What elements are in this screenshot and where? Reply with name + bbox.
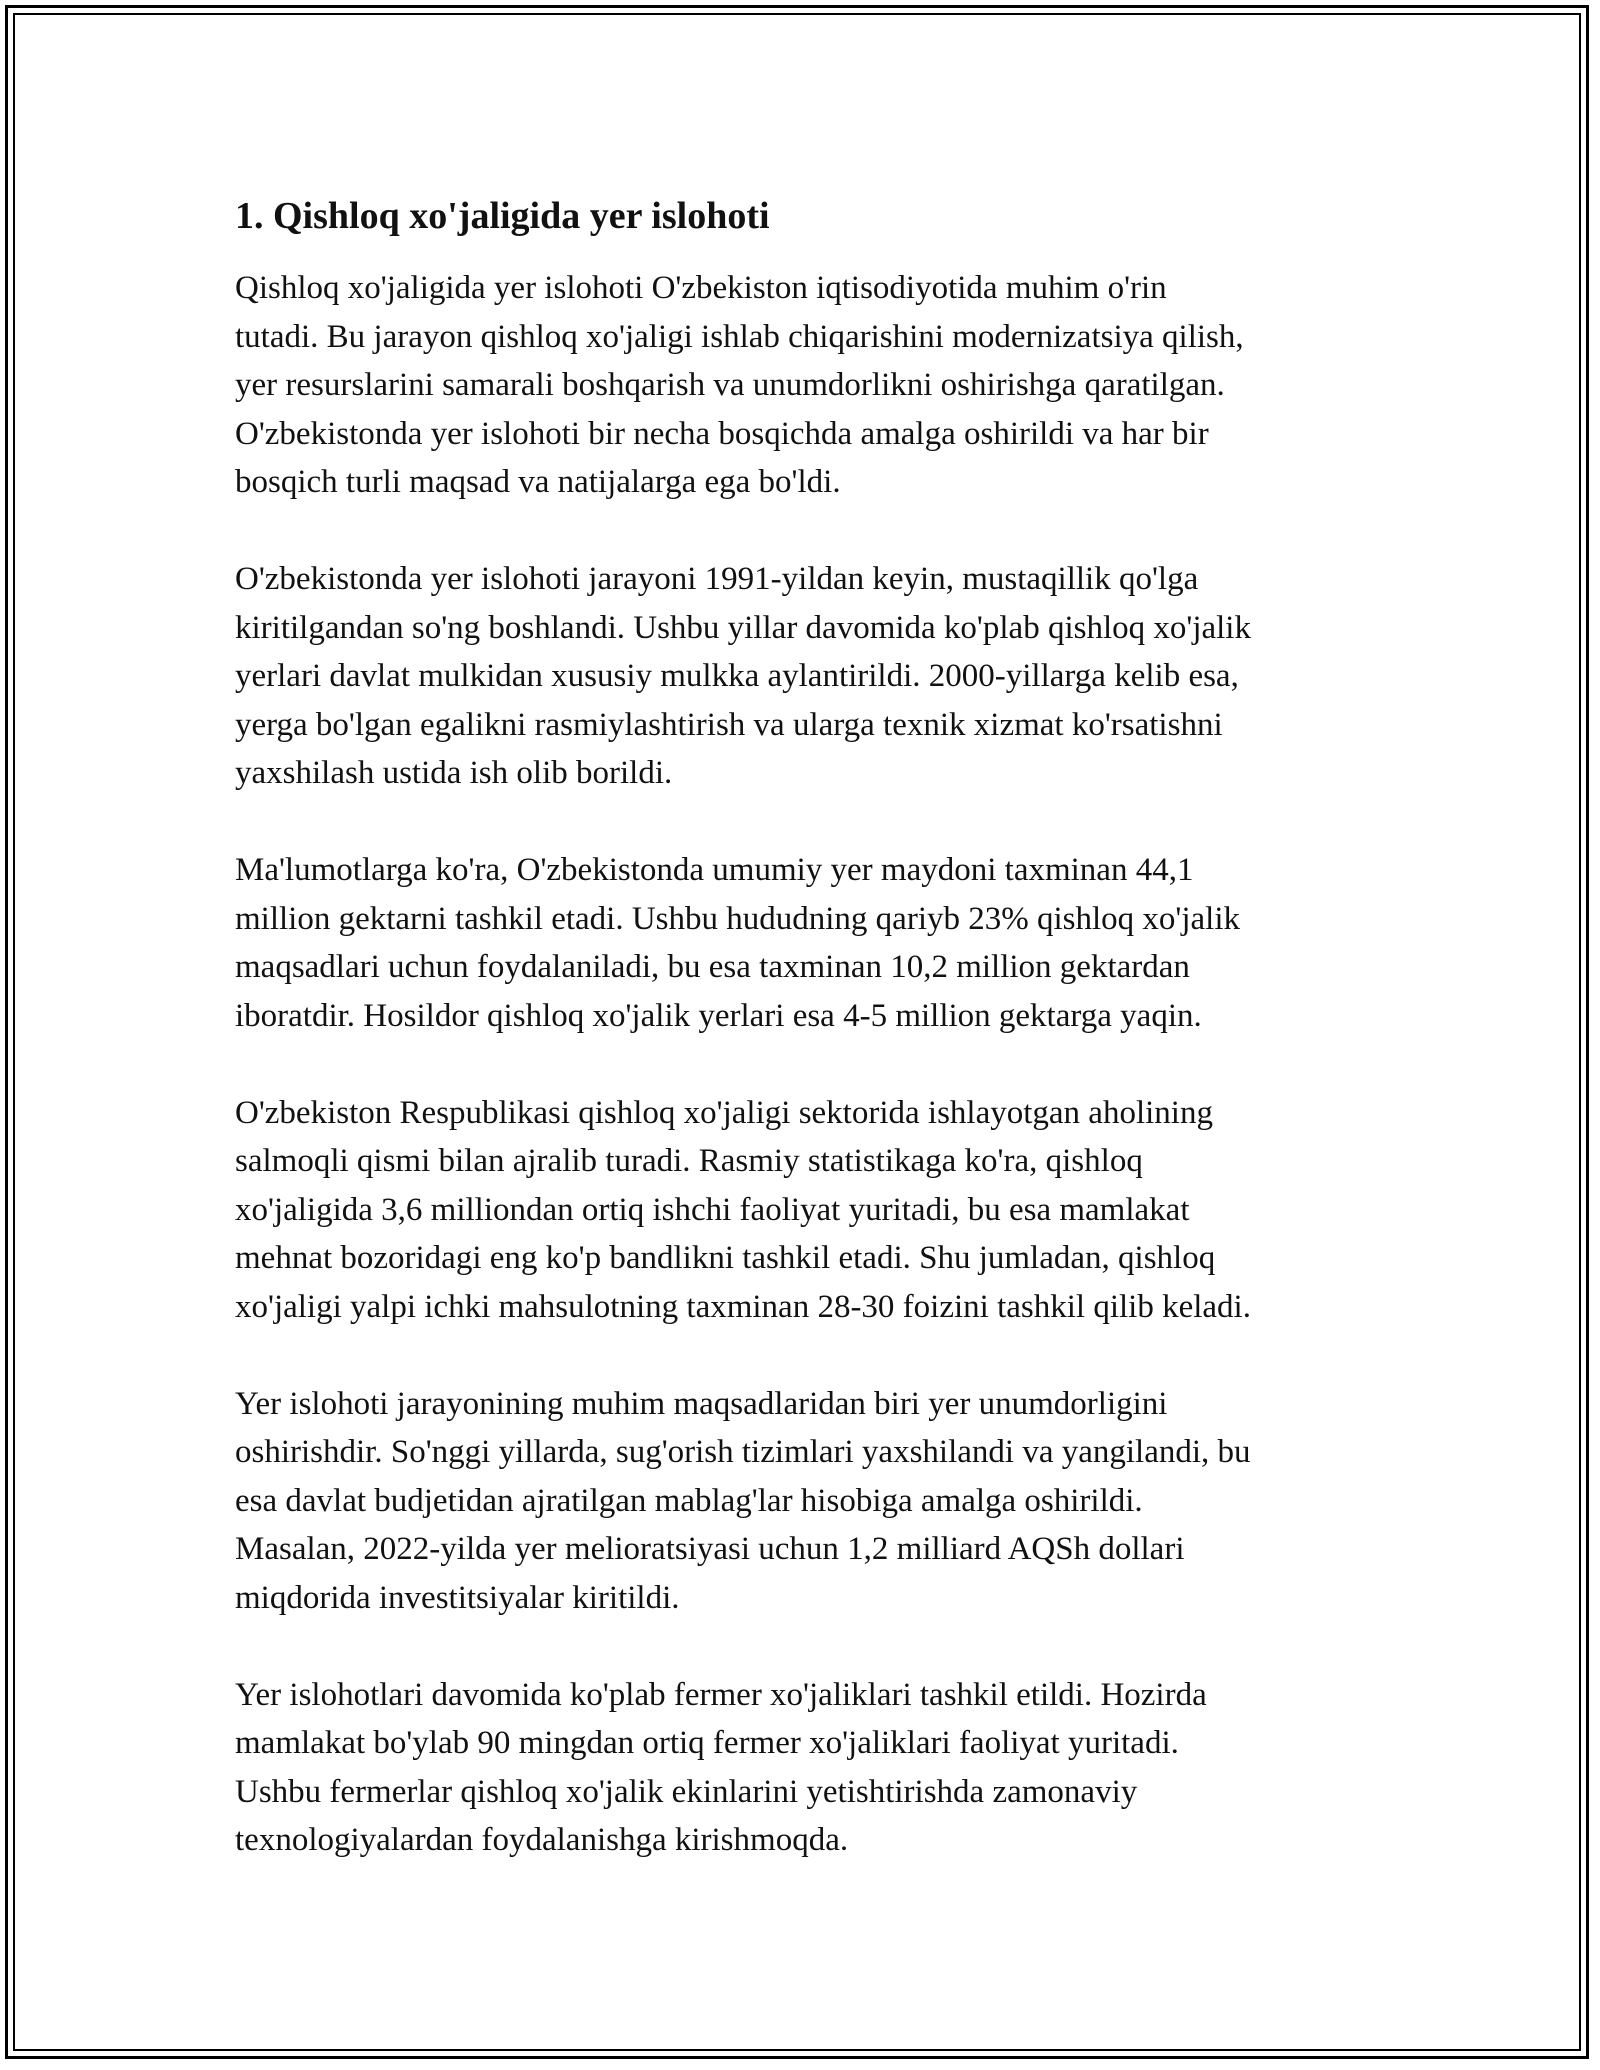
text-line: texnologiyalardan foydalanishga kirishmoqda. <box>235 1822 849 1858</box>
text-line: miqdorida investitsiyalar kiritildi. <box>235 1579 680 1616</box>
text-line: esa davlat budjetidan ajratilgan mablag'lar hisobiga amalga oshirildi. <box>235 1482 1143 1519</box>
paragraph-4 <box>235 1089 1395 1332</box>
text-line: xo'jaligida 3,6 milliondan ortiq ishchi faoliyat yuritadi, bu esa mamlakat <box>235 1191 1190 1228</box>
text-line: xo'jaligi yalpi ichki mahsulotning taxminan 28-30 foizini tashkil qilib keladi. <box>235 1288 1251 1325</box>
text-line: tutadi. Bu jarayon qishloq xo'jaligi ishlab chiqarishini modernizatsiya qilish, <box>235 318 1244 355</box>
text-line: oshirishdir. So'nggi yillarda, sug'orish tizimlari yaxshilandi va yangilandi, bu <box>235 1434 1251 1470</box>
text-line: O'zbekiston Respublikasi qishloq xo'jaligi sektorida ishlayotgan aholining <box>235 1094 1213 1131</box>
section-heading: 1. Qishloq xo'jaligida yer islohoti <box>235 195 770 237</box>
text-line: O'zbekistonda yer islohoti bir necha bosqichda amalga oshirildi va har bir <box>235 415 1209 452</box>
paragraph-5 <box>235 1380 1395 1623</box>
text-line: mehnat bozoridagi eng ko'p bandlikni tashkil etadi. Shu jumladan, qishloq <box>235 1240 1216 1276</box>
paragraph-3 <box>235 846 1395 1040</box>
text-line: mamlakat bo'ylab 90 mingdan ortiq fermer xo'jaliklari faoliyat yuritadi. <box>235 1725 1179 1761</box>
text-line: million gektarni tashkil etadi. Ushbu hududning qariyb 23% qishloq xo'jalik <box>235 900 1241 937</box>
paragraph-2 <box>235 555 1395 798</box>
text-line: yaxshilash ustida ish olib borildi. <box>235 755 673 791</box>
paragraph-1 <box>235 264 1395 507</box>
text-line: Yer islohotlari davomida ko'plab fermer xo'jaliklari tashkil etildi. Hozirda <box>235 1676 1207 1713</box>
text-line: yerlari davlat mulkidan xususiy mulkka aylantirildi. 2000-yillarga kelib esa, <box>235 658 1239 694</box>
text-line: iboratdir. Hosildor qishloq xo'jalik yerlari esa 4-5 million gektarga yaqin. <box>235 997 1202 1034</box>
text-line: maqsadlari uchun foydalaniladi, bu esa taxminan 10,2 million gektardan <box>235 949 1190 985</box>
text-line: Yer islohoti jarayonining muhim maqsadlaridan biri yer unumdorligini <box>235 1385 1168 1422</box>
text-line: Masalan, 2022-yilda yer melioratsiyasi uchun 1,2 milliard AQSh dollari <box>235 1531 1185 1567</box>
text-line: O'zbekistonda yer islohoti jarayoni 1991-yildan keyin, mustaqillik qo'lga <box>235 561 1199 597</box>
text-line: Ma'lumotlarga ko'ra, O'zbekistonda umumiy yer maydoni taxminan 44,1 <box>235 852 1194 888</box>
paragraph-6 <box>235 1671 1395 1865</box>
document-body <box>235 188 1395 1913</box>
text-line: kiritilgandan so'ng boshlandi. Ushbu yillar davomida ko'plab qishloq xo'jalik <box>235 609 1251 646</box>
text-line: Ushbu fermerlar qishloq xo'jalik ekinlarini yetishtirishda zamonaviy <box>235 1773 1138 1810</box>
text-line: bosqich turli maqsad va natijalarga ega bo'ldi. <box>235 464 841 500</box>
text-line: yer resurslarini samarali boshqarish va unumdorlikni oshirishga qaratilgan. <box>235 367 1225 403</box>
text-line: yerga bo'lgan egalikni rasmiylashtirish va ularga texnik xizmat ko'rsatishni <box>235 706 1223 743</box>
text-line: Qishloq xo'jaligida yer islohoti O'zbekiston iqtisodiyotida muhim o'rin <box>235 270 1167 306</box>
text-line: salmoqli qismi bilan ajralib turadi. Rasmiy statistikaga ko'ra, qishloq <box>235 1143 1143 1179</box>
